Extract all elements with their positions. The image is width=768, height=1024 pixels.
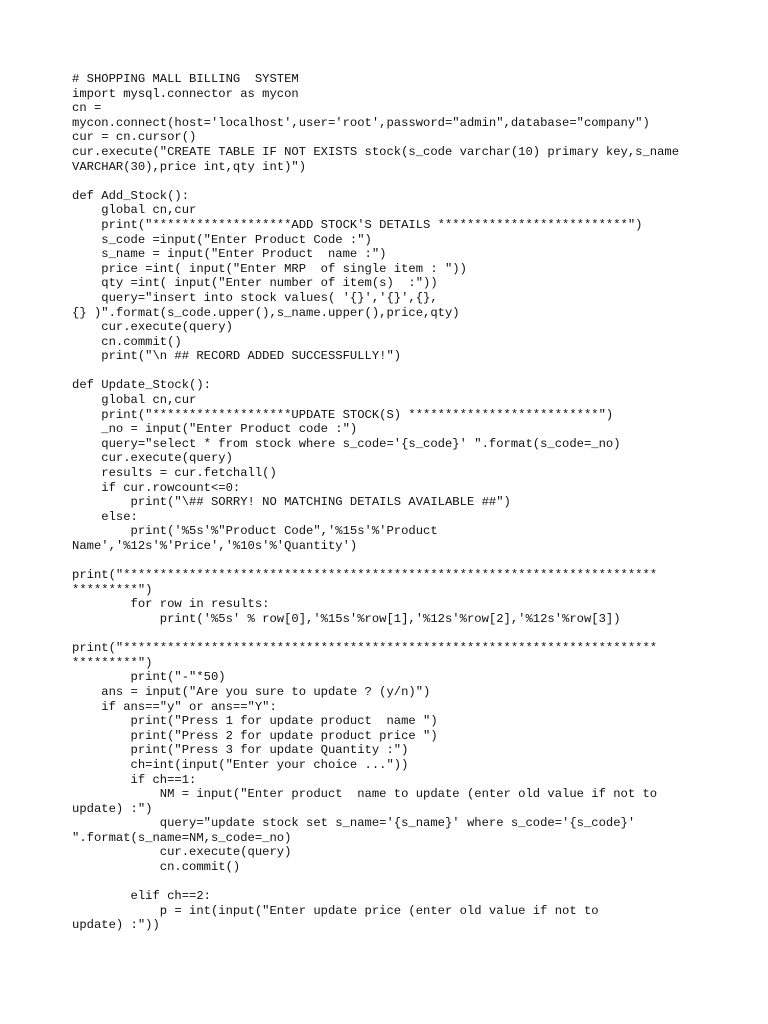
- code-line: print("Press 3 for update Quantity :"): [72, 743, 409, 758]
- code-line: print('%5s'%"Product Code",'%15s'%'Product: [72, 524, 438, 539]
- code-line: print("\## SORRY! NO MATCHING DETAILS AVAILABLE ##"): [72, 495, 511, 510]
- code-line: print("*******************UPDATE STOCK(S) **************************"): [72, 407, 614, 422]
- code-line: _no = input("Enter Product code :"): [72, 422, 358, 437]
- code-line: print("*******************ADD STOCK'S DETAILS **************************"): [72, 217, 643, 232]
- code-line: [72, 875, 712, 890]
- code-line: global cn,cur: [72, 203, 197, 218]
- code-block: [72, 72, 712, 933]
- code-line: cur.execute("CREATE TABLE IF NOT EXISTS stock(s_code varchar(10) primary key,s_name: [72, 144, 680, 159]
- code-line: update) :"): [72, 801, 153, 816]
- code-line: print("*************************************************************************: [72, 641, 658, 656]
- code-line: print("Press 1 for update product name "): [72, 714, 438, 729]
- code-line: print("\n ## RECORD ADDED SUCCESSFULLY!"): [72, 349, 402, 364]
- code-line: ans = input("Are you sure to update ? (y/n)"): [72, 684, 431, 699]
- code-line: print("Press 2 for update product price "): [72, 728, 438, 743]
- code-line: cur.execute(query): [72, 320, 233, 335]
- code-line: [72, 554, 712, 569]
- code-line: # SHOPPING MALL BILLING SYSTEM: [72, 72, 299, 86]
- code-line: cn.commit(): [72, 334, 182, 349]
- code-line: *********"): [72, 655, 153, 670]
- code-line: cn.commit(): [72, 860, 241, 875]
- code-line: import mysql.connector as mycon: [72, 86, 299, 101]
- code-line: ".format(s_name=NM,s_code=_no): [72, 830, 292, 845]
- code-line: def Add_Stock():: [72, 188, 190, 203]
- code-line: for row in results:: [72, 597, 270, 612]
- code-line: Name','%12s'%'Price','%10s'%'Quantity'): [72, 539, 358, 553]
- code-line: qty =int( input("Enter number of item(s) :")): [72, 276, 438, 291]
- code-line: [72, 364, 712, 379]
- code-line: s_name = input("Enter Product name :"): [72, 247, 387, 262]
- code-line: def Update_Stock():: [72, 378, 211, 393]
- code-line: query="update stock set s_name='{s_name}' where s_code='{s_code}': [72, 816, 636, 831]
- code-line: cur.execute(query): [72, 845, 292, 860]
- code-line: *********"): [72, 582, 153, 597]
- code-line: else:: [72, 509, 138, 524]
- code-line: VARCHAR(30),price int,qty int)"): [72, 159, 307, 174]
- code-line: query="insert into stock values( '{}','{}',{},: [72, 290, 438, 305]
- code-line: cur = cn.cursor(): [72, 130, 197, 145]
- code-line: price =int( input("Enter MRP of single item : ")): [72, 261, 467, 276]
- code-line: print("-"*50): [72, 670, 226, 685]
- code-line: if ch==1:: [72, 772, 197, 787]
- code-line: s_code =input("Enter Product Code :"): [72, 232, 372, 247]
- code-line: [72, 627, 712, 642]
- code-line: results = cur.fetchall(): [72, 466, 277, 481]
- code-line: mycon.connect(host='localhost',user='root',password="admin",database="company"): [72, 115, 650, 130]
- code-line: print("*************************************************************************: [72, 568, 658, 583]
- code-line: if ans=="y" or ans=="Y":: [72, 699, 277, 714]
- code-line: NM = input("Enter product name to update (enter old value if not to: [72, 787, 658, 802]
- code-line: cn =: [72, 101, 102, 116]
- code-line: global cn,cur: [72, 393, 197, 408]
- code-line: elif ch==2:: [72, 889, 211, 904]
- code-line: print('%5s' % row[0],'%15s'%row[1],'%12s'%row[2],'%12s'%row[3]): [72, 611, 621, 626]
- code-line: ch=int(input("Enter your choice ...")): [72, 757, 409, 772]
- code-line: {} )".format(s_code.upper(),s_name.upper(),price,qty): [72, 305, 460, 320]
- code-line: cur.execute(query): [72, 451, 233, 466]
- code-line: update) :")): [72, 918, 160, 933]
- code-line: p = int(input("Enter update price (enter old value if not to: [72, 903, 599, 918]
- code-line: query="select * from stock where s_code='{s_code}' ".format(s_code=_no): [72, 436, 621, 451]
- code-line: if cur.rowcount<=0:: [72, 480, 241, 495]
- code-line: [72, 174, 712, 189]
